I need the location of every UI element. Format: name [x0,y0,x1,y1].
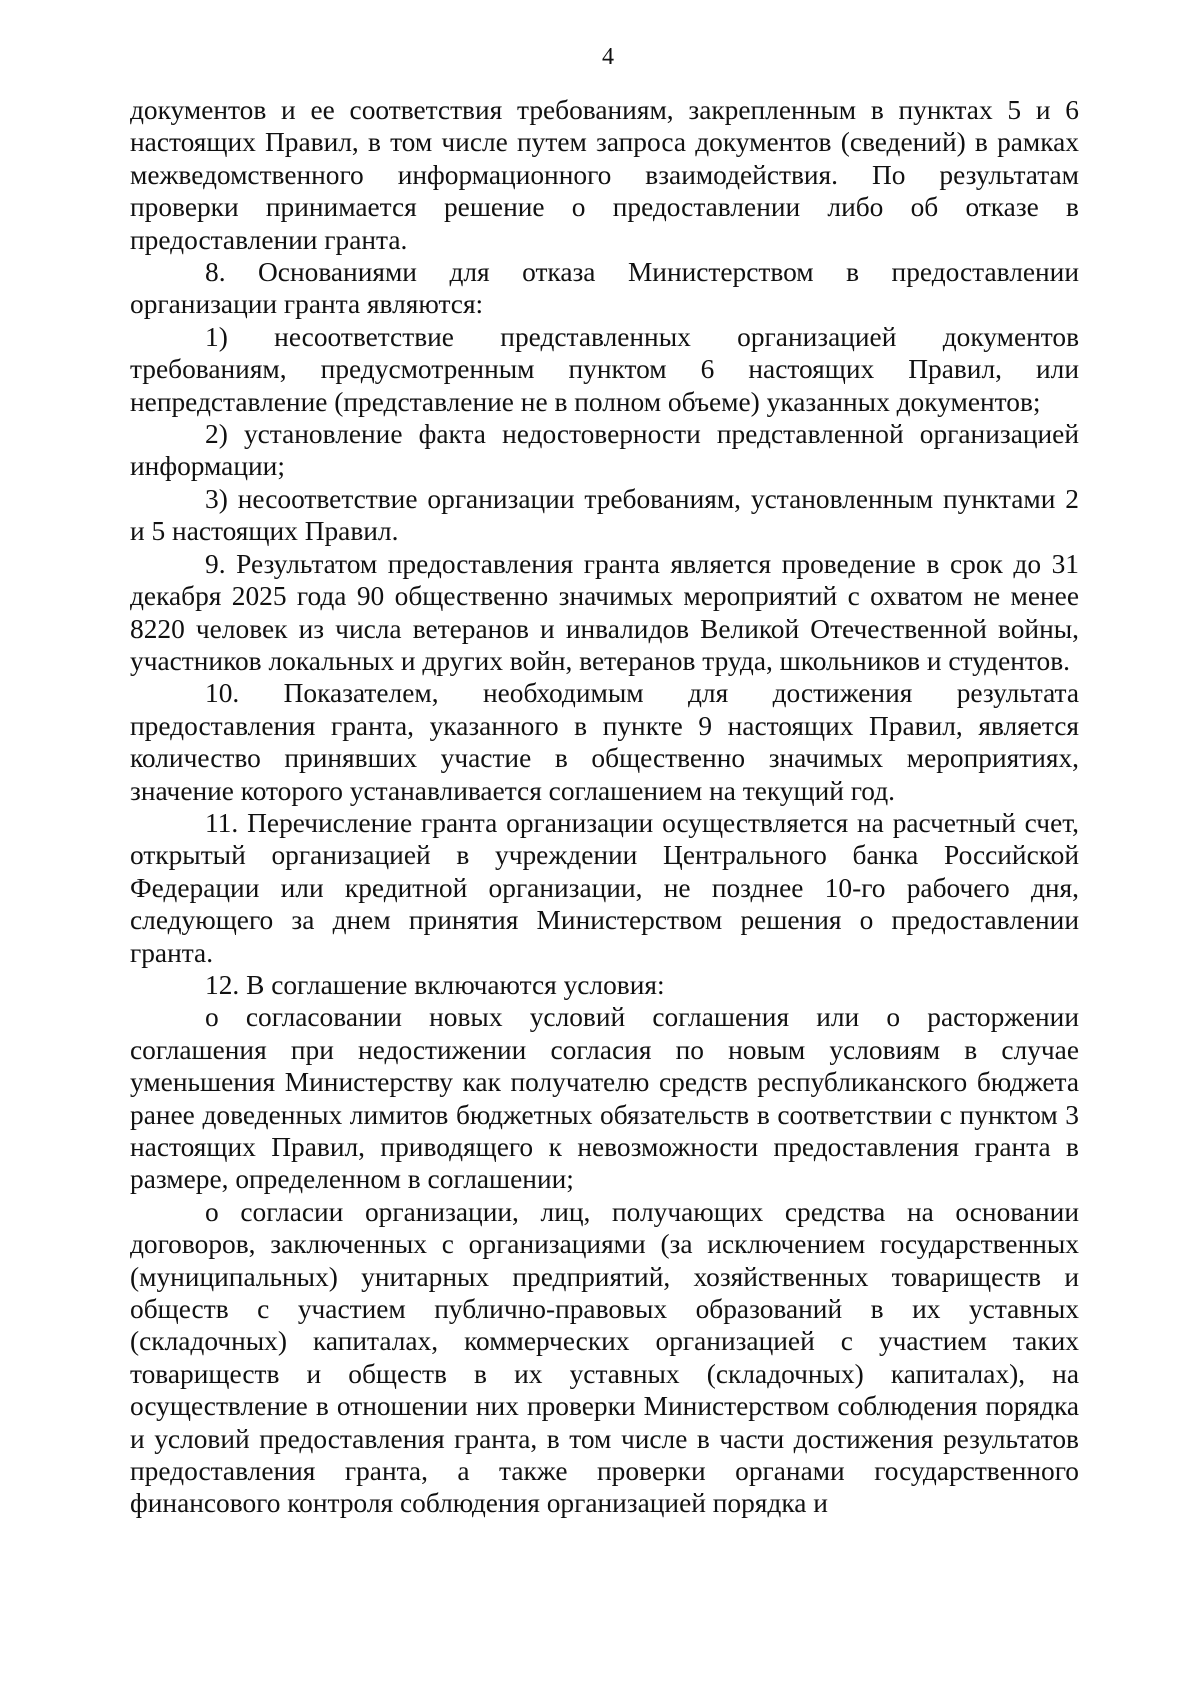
paragraph: 1) несоответствие представленных организацией документов требованиям, предусмотренным пунктом 6 настоящих Правил, или непредставление (представление не в полном объеме) указанных документов; [130,321,1079,417]
page-number: 4 [602,44,614,70]
paragraph: документов и ее соответствия требованиям, закрепленным в пунктах 5 и 6 настоящих Правил, в том числе путем запроса документов (сведений) в рамках межведомственного информационного взаимодействия. По результатам проверки принимается решение о предоставлении либо об отказе в предоставлении гранта. [130,95,1079,255]
paragraph: 2) установление факта недостоверности представленной организацией информации; [130,419,1079,482]
paragraph: 8. Основаниями для отказа Министерством в предоставлении организации гранта являются: [130,257,1079,320]
paragraph: 11. Перечисление гранта организации осуществляется на расчетный счет, открытый организацией в учреждении Центрального банка Российской Федерации или кредитной организации, не позднее 10-го рабочего дня, следующего за днем принятия Министерством решения о предоставлении гранта. [130,807,1079,968]
paragraph: 3) несоответствие организации требованиям, установленным пунктами 2 и 5 настоящих Правил. [130,483,1079,547]
paragraph: 10. Показателем, необходимым для достижения результата предоставления гранта, указанного в пункте 9 настоящих Правил, является количество принявших участие в общественно значимых мероприятиях, значение которого устанавливается соглашением на текущий год. [130,678,1079,806]
paragraph: о согласии организации, лиц, получающих средства на основании договоров, заключенных с организациями (за исключением государственных (муниципальных) унитарных предприятий, хозяйственных товариществ и обществ с участием публично-правовых образований в их уставных (складочных) капиталах, коммерческих организацией с участием таких товариществ и обществ в их уставных (складочных) капиталах), на осуществление в отношении них проверки Министерством соблюдения порядка и условий предоставления гранта, в том числе в части достижения результатов предоставления гранта, а также проверки органами государственного финансового контроля соблюдения организацией порядка и [130,1196,1079,1519]
paragraph: 9. Результатом предоставления гранта является проведение в срок до 31 декабря 2025 года 90 общественно значимых мероприятий с охватом не менее 8220 человек из числа ветеранов и инвалидов Великой Отечественной войны, участников локальных и других войн, ветеранов труда, школьников и студентов. [130,548,1079,676]
document-body [130,94,1079,1520]
paragraph: о согласовании новых условий соглашения или о расторжении соглашения при недостижении согласия по новым условиям в случае уменьшения Министерству как получателю средств республиканского бюджета ранее доведенных лимитов бюджетных обязательств в соответствии с пунктом 3 настоящих Правил, приводящего к невозможности предоставления гранта в размере, определенном в соглашении; [130,1002,1079,1195]
paragraph: 12. В соглашение включаются условия: [205,969,665,1000]
